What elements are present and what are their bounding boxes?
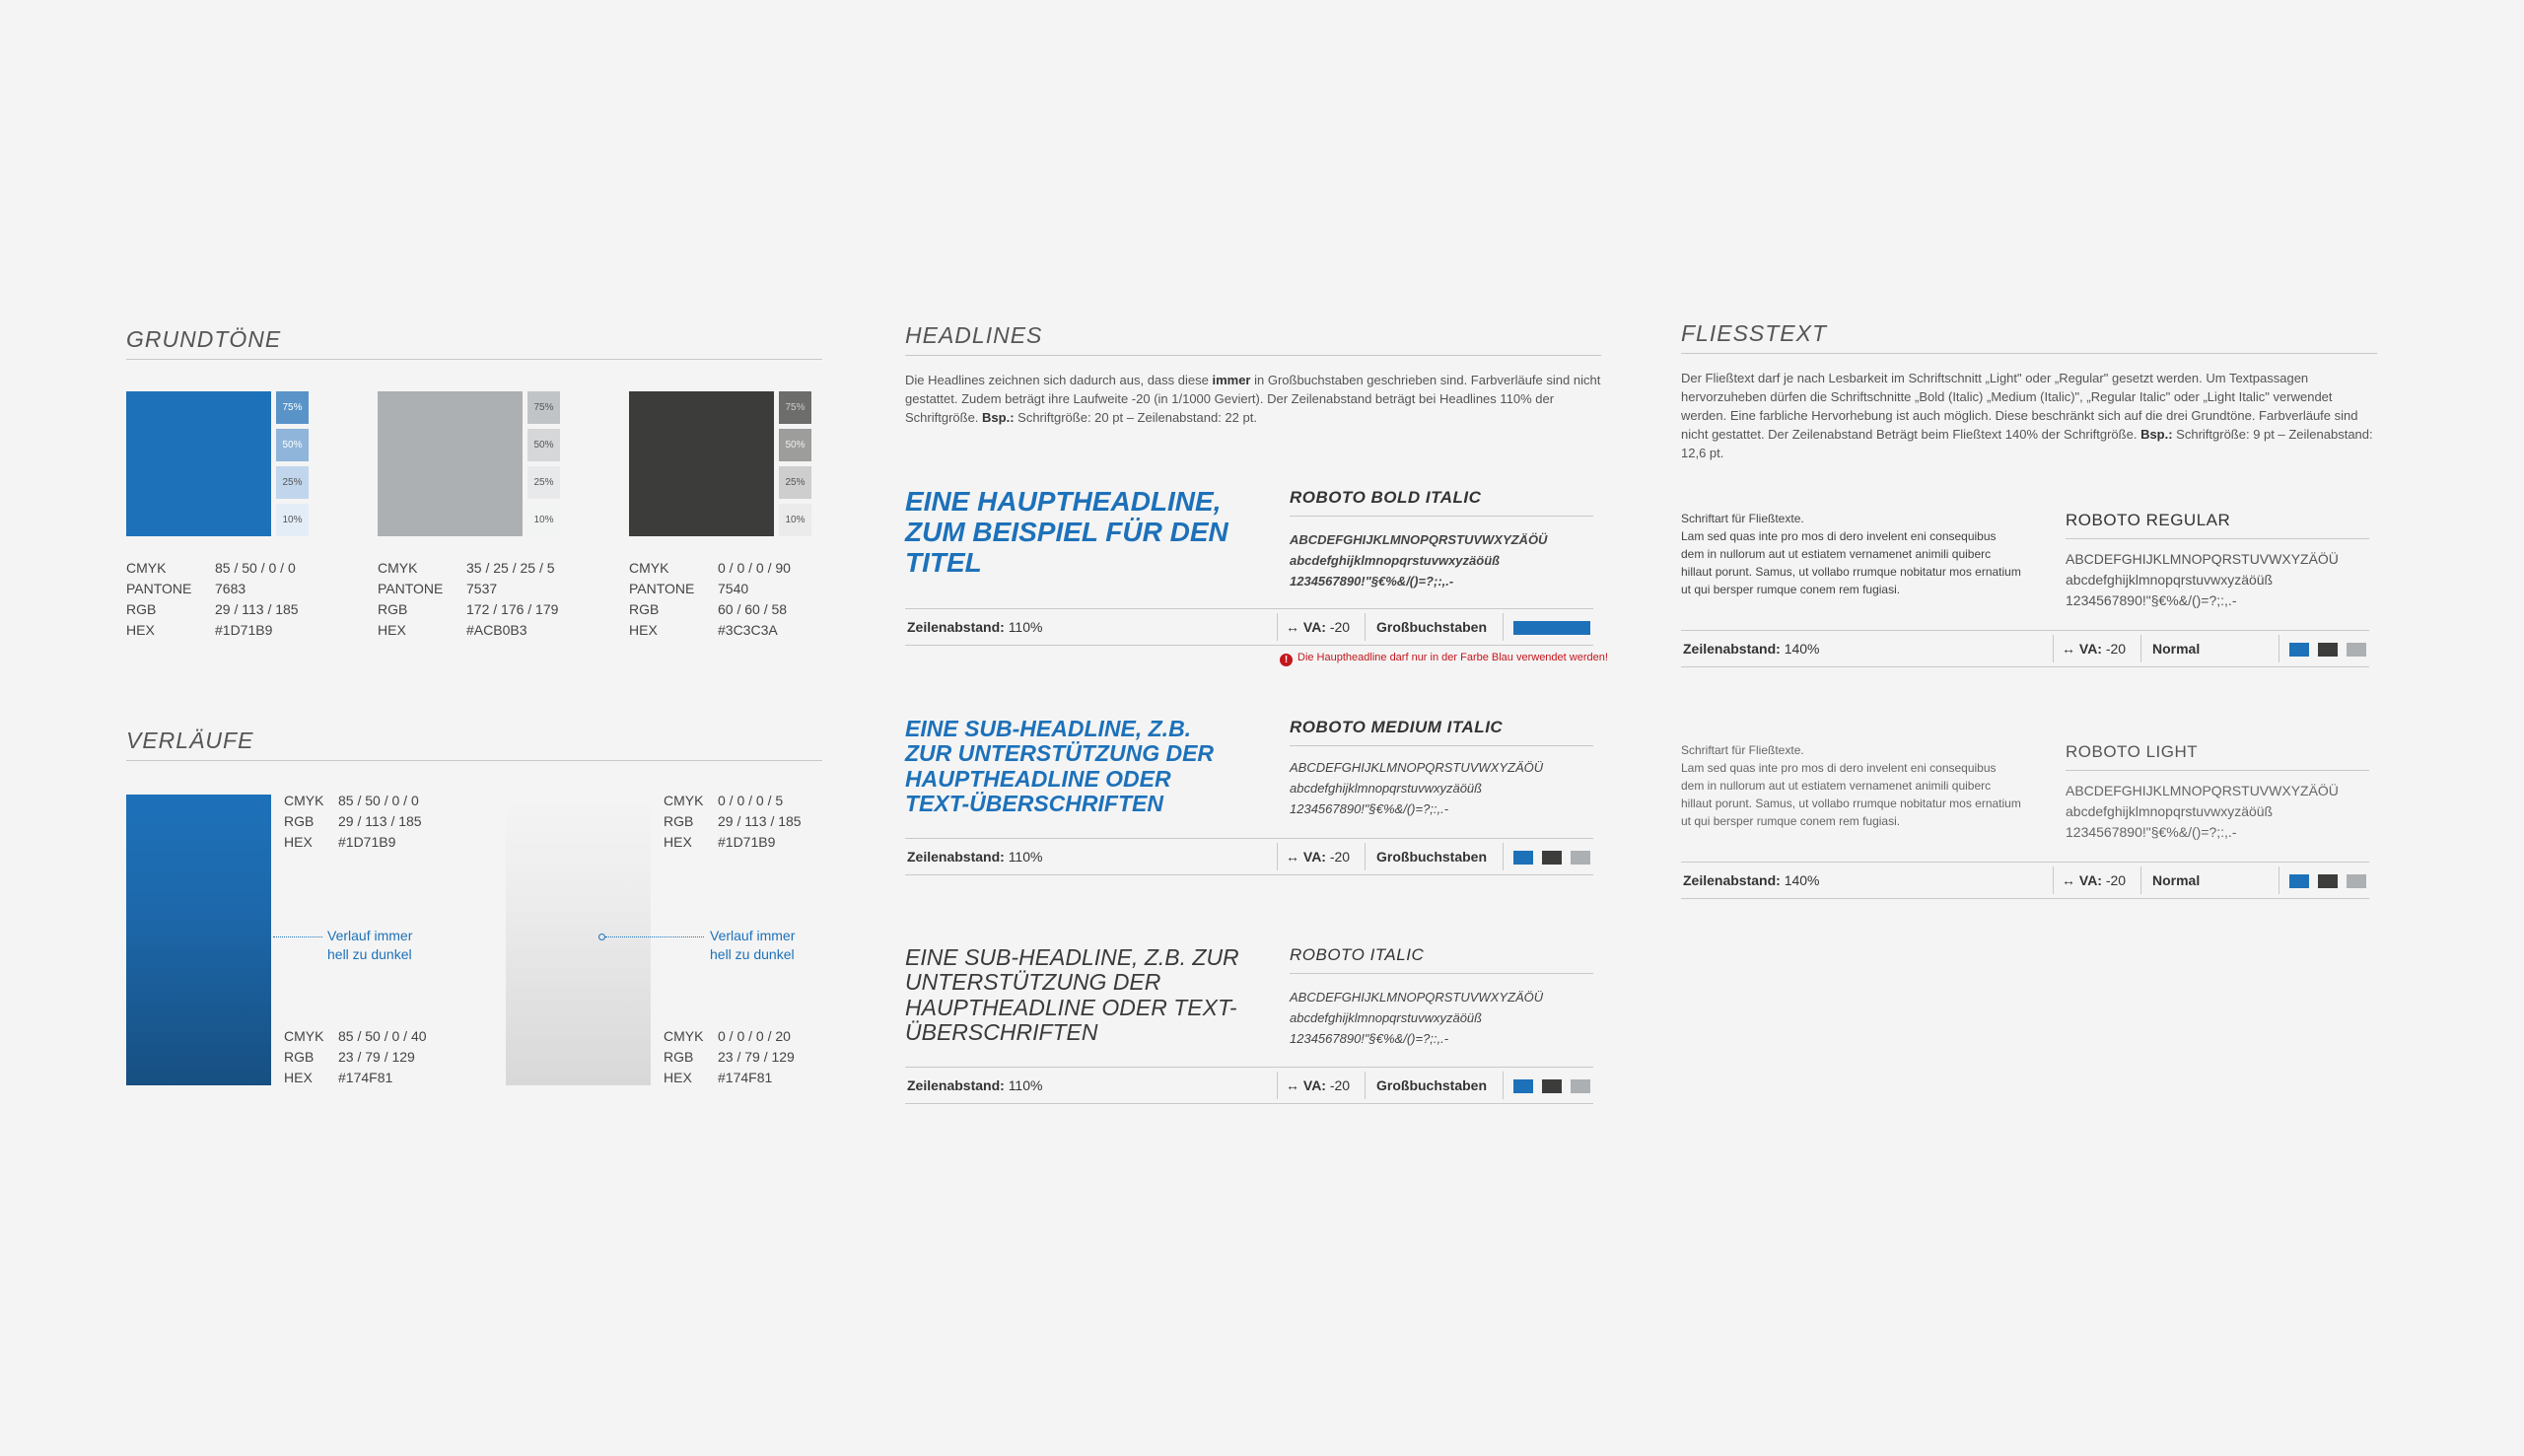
spec-dark: CMYK 0 / 0 / 0 / 90 PANTONE 7540 RGB 60 / 60 / 58 HEX #3C3C3A	[629, 560, 791, 638]
tint-dark-50: 50%	[779, 429, 811, 461]
headline-warning: ! Die Hauptheadline darf nur in der Farbe Blau verwendet werden!	[1280, 650, 1608, 666]
body-sample-regular: Schriftart für Fließtexte. Lam sed quas inte pro mos di dero invelent eni consequibus dem in nullorum aut ut estiatem vernamenet animili quiberc hillaut porunt. Samus, ut vollabo rrumque nobitatur mos ernatium ut qui bersper rumque conem rem fugiasi.	[1681, 512, 2021, 596]
gradient-blue-bottom-spec: CMYK 85 / 50 / 0 / 40 RGB 23 / 79 / 129 HEX #174F81	[284, 1028, 427, 1085]
tracking-icon: ↔	[2062, 872, 2075, 888]
tint-grey-25: 25%	[527, 466, 560, 499]
color-chip-dark	[1542, 1079, 1562, 1093]
fliesstext-intro: Der Fließtext darf je nach Lesbarkeit im Schriftschnitt „Light" oder „Regular" gesetzt werden. Um Textpassagen hervorzuheben dürfen die Schriftschnitte „Bold (Italic) „Medium (Italic)", „Regular Italic" oder „Light Italic" verwendet werden. Eine farbliche Hervorhebung ist auch möglich. Diese beschränkt sich auf die drei Grundtöne. Farbverläufe sind nicht gestattet. Der Zeilenabstand Beträgt beim Fließtext 140% der Schriftgröße. Bsp.: Schriftgröße: 9 pt – Zeilenabstand: 12,6 pt.	[1681, 371, 2373, 460]
gradient-grey-bottom-spec: CMYK 0 / 0 / 0 / 20 RGB 23 / 79 / 129 HEX #174F81	[664, 1028, 795, 1085]
swatch-grey	[378, 391, 523, 536]
gradient-grey-pointer	[605, 936, 704, 937]
gradient-grey-dot	[598, 934, 605, 940]
tint-dark-75: 75%	[779, 391, 811, 424]
gradient-grey-top-spec: CMYK 0 / 0 / 0 / 5 RGB 29 / 113 / 185 HEX #1D71B9	[664, 793, 802, 850]
headlines-intro: Die Headlines zeichnen sich dadurch aus, dass diese immer in Großbuchstaben geschrieben sind. Farbverläufe sind nicht gestattet. Zudem beträgt ihre Laufweite -20 (in 1/1000 Geviert). Der Zeilenabstand beträgt bei Headlines 110% der Schriftgröße. Bsp.: Schriftgröße: 20 pt – Zeilenabstand: 22 pt.	[905, 373, 1601, 425]
gradient-blue	[126, 795, 271, 1085]
headline-sample-main: EINE HAUPTHEADLINE, ZUM BEISPIEL FÜR DEN TITEL	[905, 486, 1228, 578]
color-chip-blue	[1513, 851, 1533, 865]
color-chip-grey	[1571, 851, 1590, 865]
color-chip-grey	[2347, 874, 2366, 888]
alphabet-medium-italic: ABCDEFGHIJKLMNOPQRSTUVWXYZÄÖÜ abcdefghijklmnopqrstuvwxyzäöüß 1234567890!"§€%&/()=?;:,.-	[1290, 760, 1544, 816]
tint-blue-25: 25%	[276, 466, 309, 499]
color-chip-grey	[1571, 1079, 1590, 1093]
gradient-grey-note: Verlauf immer hell zu dunkel	[710, 928, 796, 962]
tint-blue-50: 50%	[276, 429, 309, 461]
font-name-regular: ROBOTO REGULAR	[2066, 511, 2369, 539]
body-sample-light: Schriftart für Fließtexte. Lam sed quas inte pro mos di dero invelent eni consequibus dem in nullorum aut ut estiatem vernamenet animili quiberc hillaut porunt. Samus, ut vollabo rrumque nobitatur mos ernatium ut qui bersper rumque conem rem fugiasi.	[1681, 743, 2021, 828]
font-name-light: ROBOTO LIGHT	[2066, 742, 2369, 771]
gradient-blue-pointer	[273, 936, 322, 937]
font-name-bold-italic: ROBOTO BOLD ITALIC	[1290, 488, 1593, 517]
tracking-icon: ↔	[2062, 641, 2075, 657]
headline-sample-sub-medium: EINE SUB-HEADLINE, Z.B. ZUR UNTERSTÜTZUNG DER HAUPTHEADLINE ODER TEXT-ÜBERSCHRIFTEN	[905, 716, 1215, 816]
color-chip-grey	[2347, 643, 2366, 657]
font-name-italic: ROBOTO ITALIC	[1290, 945, 1593, 974]
color-chip-dark	[1542, 851, 1562, 865]
gradient-blue-top-spec: CMYK 85 / 50 / 0 / 0 RGB 29 / 113 / 185 HEX #1D71B9	[284, 793, 422, 850]
spec-blue: CMYK 85 / 50 / 0 / 0 PANTONE 7683 RGB 29 / 113 / 185 HEX #1D71B9	[126, 560, 299, 638]
tint-grey-10: 10%	[527, 504, 560, 536]
body-spec-bar-1: Zeilenabstand: 140% ↔ VA: -20 Normal	[1681, 630, 2369, 667]
alphabet-bold-italic: ABCDEFGHIJKLMNOPQRSTUVWXYZÄÖÜ abcdefghijklmnopqrstuvwxyzäöüß 1234567890!"§€%&/()=?;:,.-	[1290, 532, 1548, 589]
tracking-icon: ↔	[1286, 849, 1299, 865]
headlines-title: HEADLINES	[905, 322, 1601, 356]
color-chip-blue	[2289, 874, 2309, 888]
font-name-medium-italic: ROBOTO MEDIUM ITALIC	[1290, 718, 1593, 746]
fliesstext-title: FLIESSTEXT	[1681, 320, 2377, 354]
tint-dark-25: 25%	[779, 466, 811, 499]
tint-grey-50: 50%	[527, 429, 560, 461]
tracking-icon: ↔	[1286, 1077, 1299, 1093]
gradient-grey	[506, 795, 651, 1085]
headline-sample-sub-italic: EINE SUB-HEADLINE, Z.B. ZUR UNTERSTÜTZUNG DER HAUPTHEADLINE ODER TEXT-ÜBERSCHRIFTEN	[905, 944, 1239, 1045]
verlaeufe-title: VERLÄUFE	[126, 728, 822, 761]
spec-grey: CMYK 35 / 25 / 25 / 5 PANTONE 7537 RGB 172 / 176 / 179 HEX #ACB0B3	[378, 560, 559, 638]
tint-blue-10: 10%	[276, 504, 309, 536]
tint-grey-75: 75%	[527, 391, 560, 424]
headline-spec-bar-3: Zeilenabstand: 110% ↔ VA: -20 Großbuchstaben	[905, 1067, 1593, 1104]
color-chip-blue	[2289, 643, 2309, 657]
alert-icon: !	[1280, 654, 1293, 666]
gradient-blue-note: Verlauf immer hell zu dunkel	[327, 928, 413, 962]
headline-spec-bar-2: Zeilenabstand: 110% ↔ VA: -20 Großbuchstaben	[905, 838, 1593, 875]
tint-dark-10: 10%	[779, 504, 811, 536]
swatch-dark	[629, 391, 774, 536]
tint-blue-75: 75%	[276, 391, 309, 424]
color-chip-dark	[2318, 643, 2338, 657]
headline-spec-bar-1: Zeilenabstand: 110% ↔ VA: -20 Großbuchstaben	[905, 608, 1593, 646]
tracking-icon: ↔	[1286, 619, 1299, 635]
alphabet-light: ABCDEFGHIJKLMNOPQRSTUVWXYZÄÖÜ abcdefghijklmnopqrstuvwxyzäöüß 1234567890!"§€%&/()=?;:,.-	[2066, 783, 2339, 840]
color-chip-blue	[1513, 621, 1590, 635]
swatch-blue	[126, 391, 271, 536]
alphabet-italic: ABCDEFGHIJKLMNOPQRSTUVWXYZÄÖÜ abcdefghijklmnopqrstuvwxyzäöüß 1234567890!"§€%&/()=?;:,.-	[1290, 990, 1544, 1046]
alphabet-regular: ABCDEFGHIJKLMNOPQRSTUVWXYZÄÖÜ abcdefghijklmnopqrstuvwxyzäöüß 1234567890!"§€%&/()=?;:,.-	[2066, 551, 2339, 608]
color-chip-dark	[2318, 874, 2338, 888]
body-spec-bar-2: Zeilenabstand: 140% ↔ VA: -20 Normal	[1681, 862, 2369, 899]
grundtoene-title: GRUNDTÖNE	[126, 326, 822, 360]
color-chip-blue	[1513, 1079, 1533, 1093]
